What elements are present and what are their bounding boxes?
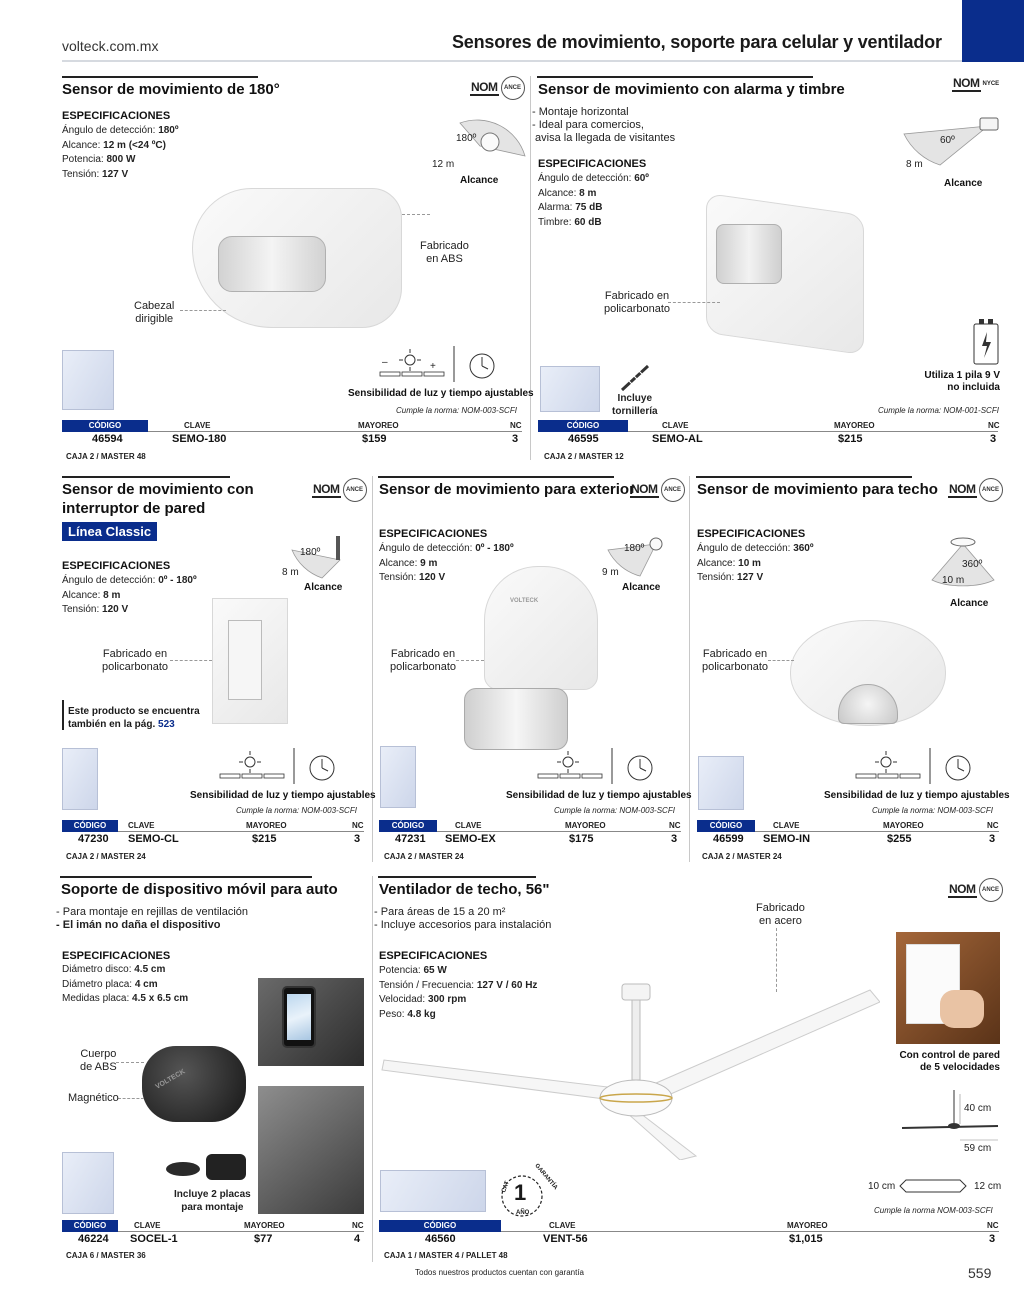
nom-ance-logo: NOM ANCE [948,478,1003,502]
packaging-image [698,756,744,810]
warranty-years: 1 [514,1180,527,1205]
sensitivity-icon [218,746,340,786]
material-note: Fabricado en policarbonato [604,290,671,315]
feature-list: - Montaje horizontal - Ideal para comercios, avisa la llegada de visitantes [532,106,676,144]
table-row: 46560 VENT-56 $1,015 3 [425,1233,996,1245]
price-table: CÓDIGO CLAVE MAYOREO NC 46594 SEMO-180 $159 3 [62,420,522,446]
packaging-image [62,1152,114,1214]
range-label: 10 m [942,575,965,586]
price-table: CÓDIGO CLAVE MAYOREO NC 46595 SEMO-AL $215 3 [538,420,998,446]
alcance-label: Alcance [304,582,343,593]
exterior-sensor-image [484,566,598,690]
angle-label: 180º [456,133,477,144]
specs-heading: ESPECIFICACIONES [62,110,171,122]
lens [716,224,782,284]
packaging-image [380,746,416,808]
brand-mark: VOLTECK [510,598,539,604]
title-rule [60,876,312,878]
packaging-image [62,350,114,410]
angle-label: 60º [940,135,955,146]
range-label: 9 m [602,567,619,578]
range-label: 8 m [282,567,299,578]
car-phone-photo [258,978,364,1066]
ance-icon: ANCE [343,478,367,502]
page-link[interactable]: 523 [158,719,175,730]
page-title: Sensores de movimiento, soporte para celular y ventilador [452,32,942,52]
leader-line [768,660,794,661]
sensitivity-label: Sensibilidad de luz y tiempo ajustables [824,790,1010,801]
alcance-label: Alcance [622,582,661,593]
nyce-icon: NYCE [982,81,1000,87]
ance-icon: ANCE [501,76,525,100]
dim-label: 40 cm [964,1103,992,1114]
plus-label: + [430,361,436,372]
sensitivity-icon [854,746,976,786]
title-rule [62,76,258,78]
alcance-label: Alcance [460,175,499,186]
material-note: Fabricado en policarbonato [390,648,457,673]
material-note: Fabricado en acero [756,902,805,927]
body-note: Cuerpo de ABS [80,1048,117,1073]
title-rule [696,476,912,478]
specs-heading: ESPECIFICACIONES [62,950,171,962]
minus-label: – [382,357,388,368]
site-url[interactable]: volteck.com.mx [62,38,159,54]
material-note: Fabricado en policarbonato [102,648,169,673]
sensitivity-label: Sensibilidad de luz y tiempo ajustables [190,790,376,801]
table-row: 47230 SEMO-CL $215 3 [78,833,361,845]
packing-info: CAJA 2 / MASTER 24 [66,852,146,861]
specs-heading: ESPECIFICACIONES [697,528,806,540]
table-row: 46599 SEMO-IN $255 3 [713,833,996,845]
sensitivity-label: Sensibilidad de luz y tiempo ajustables [348,388,534,399]
wall-control-photo [896,932,1000,1044]
column-divider [372,876,373,1262]
leader-line [402,214,430,215]
screws-note: Incluye tornillería [612,393,658,417]
specs-heading: ESPECIFICACIONES [62,560,171,572]
norma-label: Cumple la norma: NOM-003-SCFI [236,806,357,815]
rect-plate-image [206,1154,246,1180]
packing-info: CAJA 2 / MASTER 12 [544,452,624,461]
magnet-note: Magnético [68,1092,119,1104]
leader-line [668,302,720,303]
leader-line [116,1062,144,1063]
round-plate-image [166,1162,200,1176]
specs-heading: ESPECIFICACIONES [379,950,488,962]
sensitivity-label: Sensibilidad de luz y tiempo ajustables [506,790,692,801]
packing-info: CAJA 2 / MASTER 24 [384,852,464,861]
angle-label: 360º [962,559,983,570]
lens [218,236,326,292]
nom-ance-logo: NOM ANCE [312,478,367,502]
norma-label: Cumple la norma: NOM-003-SCFI [872,806,993,815]
battery-note: Utiliza 1 pila 9 V no incluida [924,370,1000,393]
range-label: 12 m [432,159,455,170]
alcance-label: Alcance [950,598,989,609]
specs-list: Ángulo de detección: 360º Alcance: 10 m Tensión: 127 V [697,543,814,583]
title-rule [378,876,536,878]
footer-note: Todos nuestros productos cuentan con garantía [415,1268,584,1277]
sensor-head [464,688,568,750]
price-table: CÓDIGO CLAVE MAYOREO NC 46224 SOCEL-1 $77 4 [62,1220,364,1246]
year-label: AÑO [516,1210,530,1216]
range-label: 8 m [906,159,923,170]
column-divider [689,476,690,862]
feature-list: - Para montaje en rejillas de ventilación - El imán no daña el dispositivo [56,906,249,931]
alcance-label: Alcance [944,178,983,189]
material-note: Fabricado en policarbonato [702,648,769,673]
title-rule [378,476,614,478]
specs-heading: ESPECIFICACIONES [538,158,647,170]
leader-line [170,660,212,661]
ance-icon: ANCE [661,478,685,502]
cat-label: CAT [501,1180,511,1194]
product-title: Sensor de movimiento de 180° [62,81,280,98]
column-divider [530,76,531,460]
table-row: 46224 SOCEL-1 $77 4 [78,1233,361,1245]
ceiling-fan-image [380,980,880,1160]
product-title: Ventilador de techo, 56" [379,881,550,898]
specs-list: Ángulo de detección: 60º Alcance: 8 m Alarma: 75 dB Timbre: 60 dB [538,173,649,228]
angle-label: 180º [624,543,645,554]
dim-label: 59 cm [964,1143,992,1154]
product-title: Sensor de movimiento para techo [697,481,938,498]
switch-rocker [228,620,262,700]
dim-label: 12 cm [974,1181,1002,1192]
plates-note: Incluye 2 placas para montaje [174,1189,251,1213]
line-badge: Línea Classic [62,522,157,541]
control-note: Con control de pared de 5 velocidades [899,1050,1000,1073]
price-table: CÓDIGO CLAVE MAYOREO NC 47231 SEMO-EX $175 3 [379,820,681,846]
norma-label: Cumple la norma: NOM-001-SCFI [878,406,999,415]
material-note: Fabricado en ABS [420,240,469,265]
screw-icon [618,360,654,394]
product-title: Soporte de dispositivo móvil para auto [61,881,338,898]
packing-info: CAJA 2 / MASTER 48 [66,452,146,461]
nom-ance-logo: NOM ANCE [630,478,685,502]
price-table: CÓDIGO CLAVE MAYOREO NC 47230 SEMO-CL $215 3 [62,820,364,846]
leader-line [456,660,484,661]
leader-line [118,1098,144,1099]
car-vent-photo [258,1086,364,1214]
norma-label: Cumple la norma: NOM-003-SCFI [396,406,517,415]
title-rule [62,476,230,478]
packaging-image [380,1170,486,1212]
table-row: 46595 SEMO-AL $215 3 [568,433,997,445]
nom-nyce-logo: NOM NYCE [953,76,1000,90]
packing-info: CAJA 6 / MASTER 36 [66,1251,146,1260]
ance-icon: ANCE [979,478,1003,502]
specs-list: Ángulo de detección: 180º Alcance: 12 m (<24 ºC) Potencia: 800 W Tensión: 127 V [62,125,179,180]
head-note: Cabezal dirigible [134,300,175,325]
price-table: CÓDIGO CLAVE MAYOREO NC 46599 SEMO-IN $255 3 [697,820,999,846]
nom-ance-logo: NOM ANCE [948,878,1003,902]
phone-image [282,986,316,1048]
product-title: Sensor de movimiento con alarma y timbre [538,81,845,98]
specs-list: Ángulo de detección: 0º - 180º Alcance: 9 m Tensión: 120 V [379,543,514,583]
note-rule [62,700,64,730]
product-title: Sensor de movimiento con interruptor de pared [62,481,254,517]
sensitivity-icon [536,746,658,786]
table-row: 46594 SEMO-180 $159 3 [92,433,519,445]
angle-label: 180º [300,547,321,558]
blade-profile-diagram [898,1176,968,1196]
corner-tab [962,0,1024,62]
battery-icon [972,318,1000,366]
column-divider [372,476,373,862]
norma-label: Cumple la norma: NOM-003-SCFI [554,806,675,815]
packing-info: CAJA 1 / MASTER 4 / PALLET 48 [384,1251,508,1260]
specs-list: Diámetro disco: 4.5 cm Diámetro placa: 4 cm Medidas placa: 4.5 x 6.5 cm [62,964,189,1004]
packing-info: CAJA 2 / MASTER 24 [702,852,782,861]
title-rule [537,76,813,78]
table-row: 47231 SEMO-EX $175 3 [395,833,678,845]
specs-list: Ángulo de detección: 0º - 180º Alcance: 8 m Tensión: 120 V [62,575,197,615]
sensitivity-icon [378,344,500,384]
header-divider [62,60,962,62]
ance-icon: ANCE [979,878,1003,902]
cross-reference: Este producto se encuentra también en la pág. 523 [68,706,200,730]
packaging-image [62,748,98,810]
packaging-image [540,366,600,412]
norma-label: Cumple la norma NOM-003-SCFI [874,1206,993,1215]
specs-list: Potencia: 65 W Tensión / Frecuencia: 127 V / 60 Hz Velocidad: 300 rpm Peso: 4.8 kg [379,965,538,1020]
warranty-label: GARANTÍA [533,1162,559,1192]
brand-mark: VOLTECK [154,1068,187,1091]
specs-heading: ESPECIFICACIONES [379,528,488,540]
price-table: CÓDIGO CLAVE MAYOREO NC 46560 VENT-56 $1,015 3 [379,1220,999,1246]
product-title: Sensor de movimiento para exterior [379,481,635,498]
feature-list: - Para áreas de 15 a 20 m² - Incluye accesorios para instalación [374,906,552,931]
nom-ance-logo: NOM ANCE [470,76,525,100]
dim-label: 10 cm [868,1181,896,1192]
page-number: 559 [968,1265,992,1281]
leader-line [180,310,226,311]
